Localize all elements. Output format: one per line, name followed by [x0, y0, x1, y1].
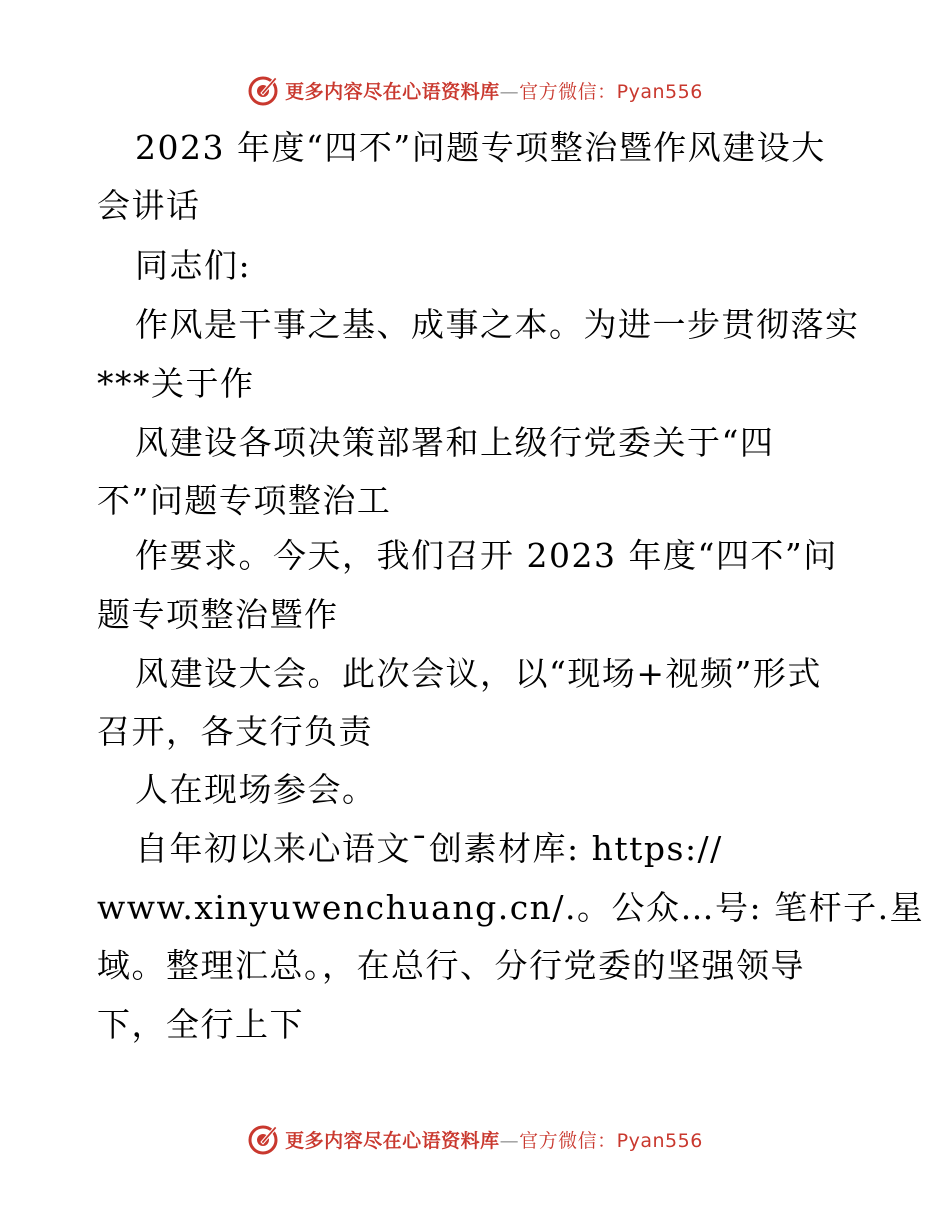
footer-banner	[0, 1119, 950, 1159]
header-banner	[0, 70, 950, 110]
paragraph-line: ***关于作	[97, 364, 255, 403]
paragraph-line: 作风是干事之基、成事之本。为进一步贯彻落实	[135, 305, 860, 344]
paragraph-line: 域。整理汇总。，在总行、分行党委的坚强领导	[97, 946, 805, 985]
title-line-2: 会讲话	[97, 186, 201, 225]
paragraph-line: 不”问题专项整治工	[97, 481, 392, 520]
paragraph-line: 召开，各支行负责	[97, 712, 373, 751]
paragraph-line: www.xinyuwenchuang.cn/.。公众…号: 笔杆子.星	[97, 888, 925, 927]
banner-wechat-text: 官方微信：Pyan556	[519, 1129, 703, 1152]
paragraph-line: 人在现场参会。	[135, 770, 377, 809]
quill-logo-icon	[247, 74, 279, 106]
paragraph-line: 题专项整治暨作	[97, 595, 339, 634]
paragraph-line: 下，全行上下	[97, 1005, 304, 1044]
banner-wechat-text: 官方微信：Pyan556	[519, 80, 703, 103]
banner-text	[285, 77, 703, 104]
title-line-1: 2023 年度“四不”问题专项整治暨作风建设大	[135, 128, 826, 167]
banner-main-text: 更多内容尽在心语资料库	[285, 1129, 500, 1152]
banner-main-text: 更多内容尽在心语资料库	[285, 80, 500, 103]
quill-logo-icon	[247, 1123, 279, 1155]
paragraph-line: 风建设大会。此次会议，以“现场+视频”形式	[135, 654, 822, 693]
paragraph-line: 作要求。今天，我们召开 2023 年度“四不”问	[135, 536, 838, 575]
paragraph-line: 自年初以来心语文¯创素材库: https://	[135, 829, 723, 868]
banner-dash: —	[499, 80, 520, 103]
salutation: 同志们:	[135, 246, 252, 285]
paragraph-line: 风建设各项决策部署和上级行党委关于“四	[135, 423, 775, 462]
banner-dash: —	[499, 1129, 520, 1152]
banner-text	[285, 1126, 703, 1153]
